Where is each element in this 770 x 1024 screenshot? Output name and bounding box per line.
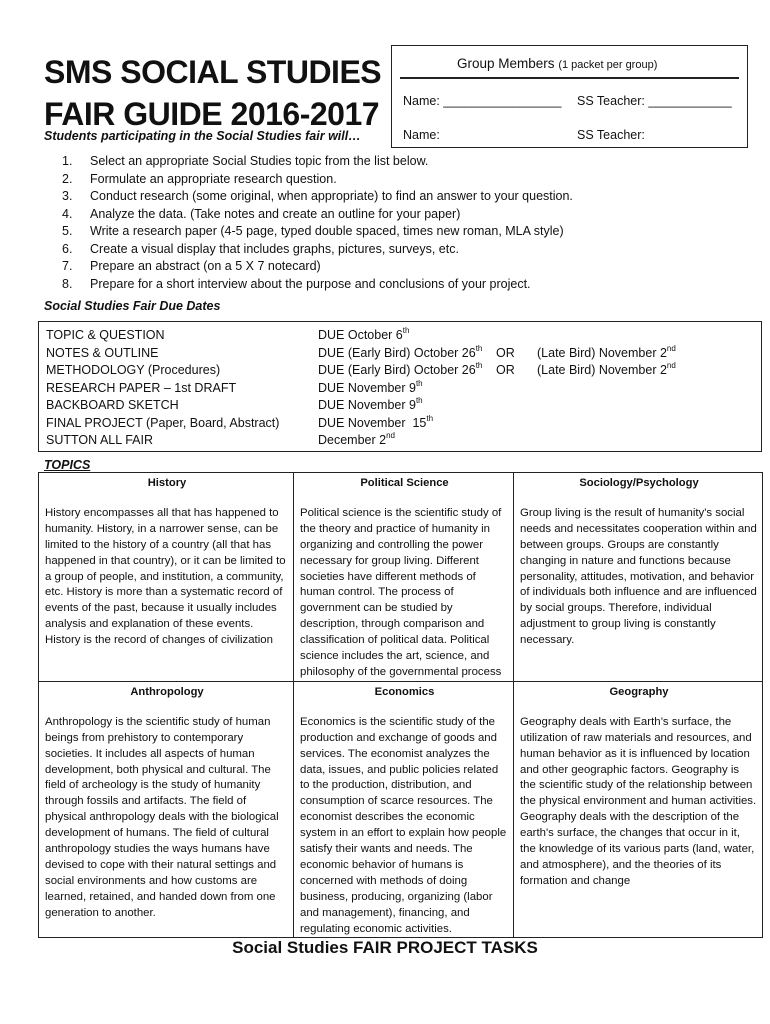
list-item: 1. Select an appropriate Social Studies topic from the list below. [62,154,429,168]
topic-cell-history [39,473,294,682]
teacher-field-label[interactable]: SS Teacher: [577,128,645,142]
table-row [39,473,763,682]
due-dates-title: Social Studies Fair Due Dates [44,299,221,313]
topic-description: Economics is the scientific study of the production and exchange of goods and services. The economist analyzes the data, issues, and public policies related to the production, distribution, and consumption of scarce resources. The economist describes the economic system in an effort to explain how people satisfy their wants and needs. The economic behavior of humans is concerned with methods of doing business, producing, organizing (labor and management), financing, and regulating economic activities. [300,715,507,935]
topic-cell-geography [514,681,763,938]
footer-heading: Social Studies FAIR PROJECT TASKS [232,938,538,957]
topic-heading: Geography [609,685,669,698]
group-members-title [457,56,657,71]
topic-description: Anthropology is the scientific study of human beings from prehistory to contemporary societies. It includes all aspects of human development, both physical and cultural. The field of archeology is the study of humanity through fossils and artifacts. The field of physical anthropology deals with the biological development of humans. The field of cultural anthropology studies the ways humans have devised to cope with their natural settings and social environments and how customs are learned, retained, and handed down from one generation to another. [45,715,279,919]
topic-heading: Political Science [360,477,449,489]
steps-list [62,153,573,293]
due-date: DUE (Early Bird) October 26th [318,343,483,360]
teacher-field-label[interactable]: SS Teacher: ____________ [577,94,732,108]
table-row [39,363,761,380]
table-row [39,378,761,398]
topic-heading: History [147,477,187,489]
list-item: 5. Write a research paper (4-5 page, typed double spaced, times new roman, MLA style) [62,224,564,238]
topics-title: TOPICS [44,458,91,472]
page-title-line-2: FAIR GUIDE 2016-2017 [44,96,380,132]
topic-heading: Anthropology [130,685,204,698]
late-date: (Late Bird) November 2nd [537,361,676,377]
topic-heading: Economics [374,685,435,698]
intro-text: Students participating in the Social Studies fair will… [44,129,361,143]
due-date: DUE November 15th [318,413,434,430]
topic-cell-sociology-psychology [514,473,763,682]
list-item: 4. Analyze the data. (Take notes and create an outline for your paper) [62,206,461,221]
table-row [39,328,761,345]
list-item: 7. Prepare an abstract (on a 5 X 7 notecard) [62,259,321,273]
due-dates-box [38,321,762,452]
name-field-label[interactable]: Name: _________________ [403,94,562,108]
due-task: NOTES & OUTLINE [46,345,159,360]
due-date: DUE November 9th [318,396,423,412]
page-title-line-1: SMS SOCIAL STUDIES [44,54,382,90]
due-date: DUE October 6th [318,326,410,342]
due-task: TOPIC & QUESTION [46,328,165,342]
topic-cell-political-science [294,473,514,682]
list-item: 8. Prepare for a short interview about the purpose and conclusions of your project. [62,276,531,291]
due-date: DUE (Early Bird) October 26th [318,361,483,377]
due-date: DUE November 9th [318,378,423,395]
group-members-box [391,45,748,148]
late-date: (Late Bird) November 2nd [537,343,676,360]
topic-cell-anthropology [39,681,294,938]
topic-description: History encompasses all that has happened to humanity. History, in a narrower sense, can be limited to the history of a country (all that has happened in that country), or it can be limited to a group of people, and institution, a community, etc. History is more than a systematic record of events of the past, because it usually includes analysis and explanation of these events. History is the record of changes of civilization [45,506,286,647]
topics-table [38,472,763,938]
topic-cell-economics [294,681,514,938]
list-item: 3. Conduct research (some original, when appropriate) to find an answer to your question. [62,189,573,203]
due-task: BACKBOARD SKETCH [46,398,179,412]
topic-heading: Sociology/Psychology [579,477,699,489]
group-members-heading: Group Members [457,56,555,71]
table-row [39,343,761,363]
due-task: FINAL PROJECT (Paper, Board, Abstract) [46,415,280,430]
topic-description: Geography deals with Earth’s surface, the utilization of raw materials and resources, and human behavior as it is influenced by location and other geographic factors. Geography is the scientific study of the relationship between the physical environment and human activities. Geography deals with the description of the earth's surface, the changes that occur in it, the knowledge of its various parts (land, water, and atmosphere), and the theories of its formation and change [520,715,757,887]
table-row [39,681,763,938]
due-task: SUTTON ALL FAIR [46,433,153,447]
group-members-divider [400,77,739,79]
due-date: December 2nd [318,431,395,447]
name-field-label[interactable]: Name: [403,128,440,142]
due-or: OR [496,345,515,360]
topic-description: Political science is the scientific study of the theory and practice of humanity in organizing and controlling the power necessary for group living. Different societies have different methods of human control. The process of government can be studied by description, through comparison and classification of political data. Political science includes the art, science, and philosophy of the governmental process [300,506,502,678]
due-task: METHODOLOGY (Procedures) [46,363,221,377]
table-row [39,413,761,433]
group-member-row [403,94,741,108]
due-or: OR [496,363,515,377]
list-item: 6. Create a visual display that includes graphs, pictures, surveys, etc. [62,241,459,256]
due-task: RESEARCH PAPER – 1st DRAFT [46,380,237,395]
table-row [39,398,761,415]
topic-description: Group living is the result of humanity's social needs and necessitates cooperation within and between groups. Groups are constantly changing in nature and functions because personality, attitudes, motivation, and behavior of individuals both influence and are influenced by social groups. Therefore, individual adjustment to group living is constantly necessary. [520,506,757,647]
table-row [39,433,761,450]
group-members-note: (1 packet per group) [558,59,658,71]
list-item: 2. Formulate an appropriate research question. [62,171,337,186]
group-member-row [403,128,741,142]
